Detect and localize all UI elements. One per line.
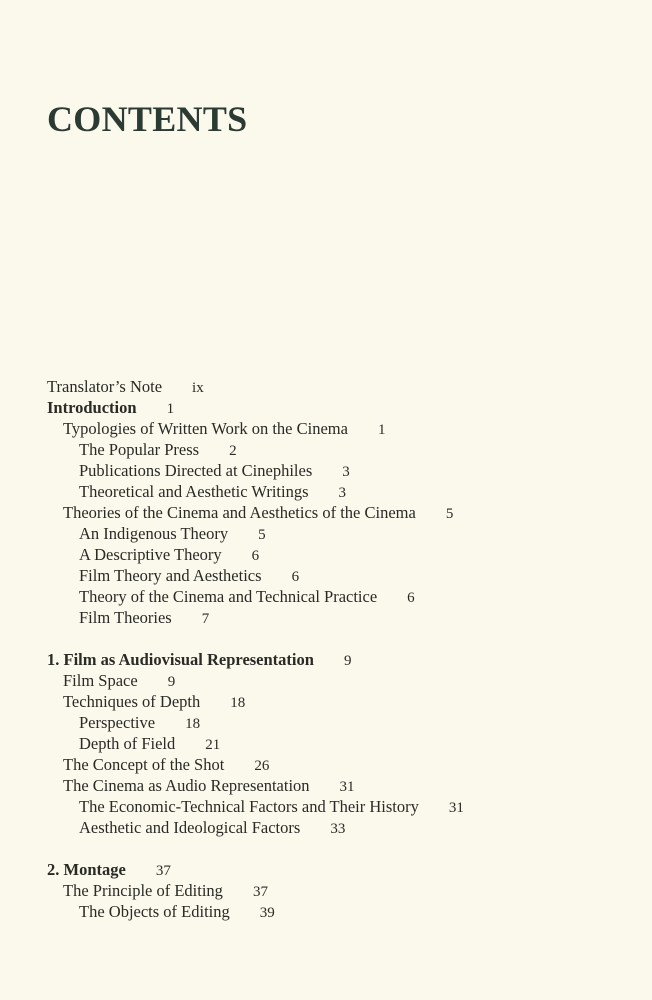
toc-entry — [47, 523, 637, 544]
toc-entry — [47, 670, 637, 691]
toc-entry-label: Theories of the Cinema and Aesthetics of the Cinema — [63, 503, 416, 522]
toc-entry — [47, 376, 637, 397]
toc-entry — [47, 586, 637, 607]
toc-entry-label: An Indigenous Theory — [79, 524, 229, 543]
toc-entry — [47, 565, 637, 586]
toc-entry-label: Typologies of Written Work on the Cinema — [63, 419, 348, 438]
toc-entry-label: Translator’s Note — [47, 377, 163, 396]
toc-entry — [47, 691, 637, 712]
toc-entry-page-number: 18 — [230, 695, 246, 711]
toc-entry-page-number: 39 — [259, 905, 275, 921]
toc-entry-page-number: 33 — [330, 821, 346, 837]
toc-entry-page-number: 5 — [445, 506, 454, 522]
toc-entry-page-number: 1 — [166, 401, 175, 417]
section-gap — [47, 838, 637, 859]
toc-entry-label: Aesthetic and Ideological Factors — [79, 818, 301, 837]
toc-entry — [47, 649, 637, 670]
toc-entry — [47, 607, 637, 628]
toc-entry-label: Techniques of Depth — [63, 692, 201, 711]
toc-entry-page-number: 5 — [258, 527, 266, 543]
toc-entry-label: The Cinema as Audio Representation — [63, 776, 310, 795]
toc-entry-page-number: 3 — [342, 464, 350, 480]
toc-entry-label: Introduction — [47, 398, 137, 417]
toc-entry-label: Depth of Field — [79, 734, 176, 753]
table-of-contents — [47, 376, 637, 922]
toc-entry — [47, 481, 637, 502]
toc-entry-page-number: 1 — [377, 422, 386, 438]
toc-entry-label: Film Space — [63, 671, 138, 690]
toc-entry-label: The Popular Press — [79, 440, 200, 459]
toc-entry-page-number: 6 — [407, 590, 415, 606]
toc-entry-label: Film Theories — [79, 608, 172, 627]
toc-entry — [47, 544, 637, 565]
toc-entry-page-number: 3 — [338, 485, 347, 501]
toc-entry-page-number: 26 — [254, 758, 270, 774]
toc-entry-label: 2. Montage — [47, 860, 126, 879]
toc-entry-page-number: 6 — [291, 569, 300, 585]
toc-entry-page-number: 37 — [252, 884, 268, 900]
toc-entry-page-number: ix — [192, 380, 204, 396]
toc-entry — [47, 901, 637, 922]
toc-entry-page-number: 6 — [251, 548, 260, 564]
toc-entry-page-number: 9 — [343, 653, 352, 669]
section-gap — [47, 628, 637, 649]
toc-entry — [47, 439, 637, 460]
toc-entry — [47, 859, 637, 880]
toc-entry-page-number: 21 — [205, 737, 221, 753]
toc-entry-page-number: 31 — [448, 800, 464, 816]
toc-entry-label: Theoretical and Aesthetic Writings — [79, 482, 309, 501]
toc-entry-page-number: 2 — [229, 443, 237, 459]
toc-entry — [47, 796, 637, 817]
toc-entry-label: Theory of the Cinema and Technical Practice — [79, 587, 378, 606]
toc-entry — [47, 418, 637, 439]
toc-entry — [47, 712, 637, 733]
toc-entry — [47, 733, 637, 754]
toc-entry-label: The Concept of the Shot — [63, 755, 225, 774]
toc-entry-label: Film Theory and Aesthetics — [79, 566, 262, 585]
toc-entry-label: 1. Film as Audiovisual Representation — [47, 650, 314, 669]
toc-entry — [47, 460, 637, 481]
toc-entry-label: The Economic-Technical Factors and Their History — [79, 797, 419, 816]
toc-entry — [47, 880, 637, 901]
toc-entry-label: Perspective — [79, 713, 156, 732]
toc-entry-label: A Descriptive Theory — [79, 545, 222, 564]
toc-entry-label: Publications Directed at Cinephiles — [79, 461, 313, 480]
toc-entry-page-number: 7 — [201, 611, 210, 627]
toc-entry — [47, 502, 637, 523]
toc-entry — [47, 817, 637, 838]
toc-entry-page-number: 9 — [167, 674, 176, 690]
toc-entry-label: The Objects of Editing — [79, 902, 230, 921]
toc-entry — [47, 775, 637, 796]
toc-entry-label: The Principle of Editing — [63, 881, 223, 900]
page-title: CONTENTS — [47, 99, 248, 139]
toc-entry — [47, 754, 637, 775]
toc-entry-page-number: 37 — [155, 863, 171, 879]
toc-entry-page-number: 18 — [185, 716, 201, 732]
toc-entry — [47, 397, 637, 418]
toc-entry-page-number: 31 — [339, 779, 355, 795]
